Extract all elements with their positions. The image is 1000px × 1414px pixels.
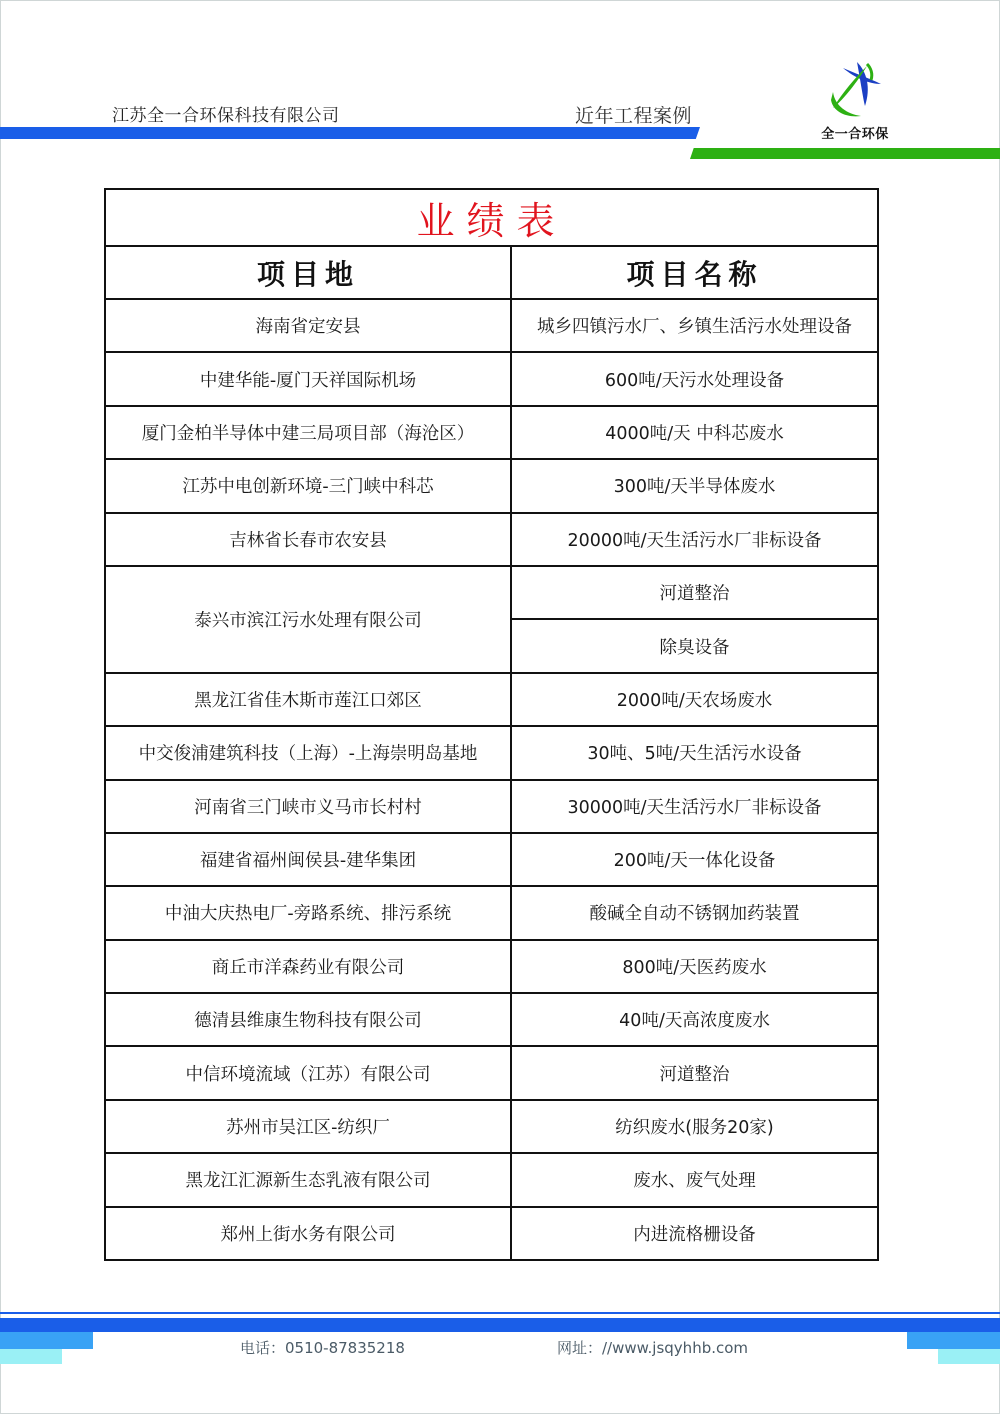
table-row [105,940,878,993]
table-row [105,459,878,512]
cell-project: 200吨/天一体化设备 [511,833,878,886]
cell-location: 海南省定安县 [105,299,511,352]
table-row [105,513,878,566]
footer-thin-line [0,1312,1000,1314]
cell-project: 河道整治 [511,1046,878,1099]
table-row [105,566,878,619]
header-blue-bar [0,127,700,139]
cell-project: 30000吨/天生活污水厂非标设备 [511,780,878,833]
cell-project: 600吨/天污水处理设备 [511,352,878,405]
cell-location: 郑州上街水务有限公司 [105,1207,511,1260]
header-green-bar [690,148,1000,159]
table-row [105,780,878,833]
footer-decor-left-1 [0,1332,93,1349]
table-row [105,1100,878,1153]
table-title: 业绩表 [105,189,878,246]
cell-location: 中油大庆热电厂-旁路系统、排污系统 [105,886,511,939]
table-row [105,993,878,1046]
table-row [105,886,878,939]
cell-project: 40吨/天高浓度废水 [511,993,878,1046]
footer-phone: 电话：0510-87835218 [240,1339,405,1357]
table-row [105,299,878,352]
table-row [105,833,878,886]
company-name: 江苏全一合环保科技有限公司 [112,106,340,126]
cell-location: 商丘市洋森药业有限公司 [105,940,511,993]
footer-decor-right-2 [938,1349,1000,1364]
cell-project: 4000吨/天 中科芯废水 [511,406,878,459]
performance-table [104,188,877,1261]
table-row [105,1046,878,1099]
cell-project: 300吨/天半导体废水 [511,459,878,512]
cell-location: 中信环境流域（江苏）有限公司 [105,1046,511,1099]
footer-decor-right-1 [907,1332,1000,1349]
cell-project: 酸碱全自动不锈钢加药装置 [511,886,878,939]
cell-location: 黑龙江省佳木斯市莲江口郊区 [105,673,511,726]
company-logo [815,58,895,144]
cell-location: 江苏中电创新环境-三门峡中科芯 [105,459,511,512]
cell-location: 中交俊浦建筑科技（上海）-上海崇明岛基地 [105,726,511,779]
cell-location: 泰兴市滨江污水处理有限公司 [105,566,511,673]
cell-location: 黑龙江汇源新生态乳液有限公司 [105,1153,511,1206]
cell-location: 福建省福州闽侯县-建华集团 [105,833,511,886]
table-row [105,406,878,459]
cell-location: 中建华能-厦门天祥国际机场 [105,352,511,405]
cell-project: 河道整治 [511,566,878,619]
logo-swoosh-icon [827,58,883,122]
cell-location: 厦门金柏半导体中建三局项目部（海沧区） [105,406,511,459]
cell-location: 河南省三门峡市义马市长村村 [105,780,511,833]
cell-location: 吉林省长春市农安县 [105,513,511,566]
table-row [105,1207,878,1260]
footer-decor-left-2 [0,1349,62,1364]
table-row [105,726,878,779]
table-row [105,1153,878,1206]
footer-website[interactable]: 网址：//www.jsqyhhb.com [557,1339,749,1357]
section-title: 近年工程案例 [575,105,693,127]
table-row [105,352,878,405]
cell-project: 20000吨/天生活污水厂非标设备 [511,513,878,566]
table-row [105,673,878,726]
cell-project: 30吨、5吨/天生活污水设备 [511,726,878,779]
footer-blue-bar [0,1318,1000,1332]
cell-project: 纺织废水(服务20家) [511,1100,878,1153]
cell-project: 除臭设备 [511,619,878,672]
cell-project: 城乡四镇污水厂、乡镇生活污水处理设备 [511,299,878,352]
cell-project: 2000吨/天农场废水 [511,673,878,726]
logo-text: 全一合环保 [821,127,889,142]
cell-location: 苏州市吴江区-纺织厂 [105,1100,511,1153]
column-header-location: 项目地 [105,246,511,299]
cell-project: 内进流格栅设备 [511,1207,878,1260]
column-header-project: 项目名称 [511,246,878,299]
cell-project: 800吨/天医药废水 [511,940,878,993]
cell-project: 废水、废气处理 [511,1153,878,1206]
cell-location: 德清县维康生物科技有限公司 [105,993,511,1046]
